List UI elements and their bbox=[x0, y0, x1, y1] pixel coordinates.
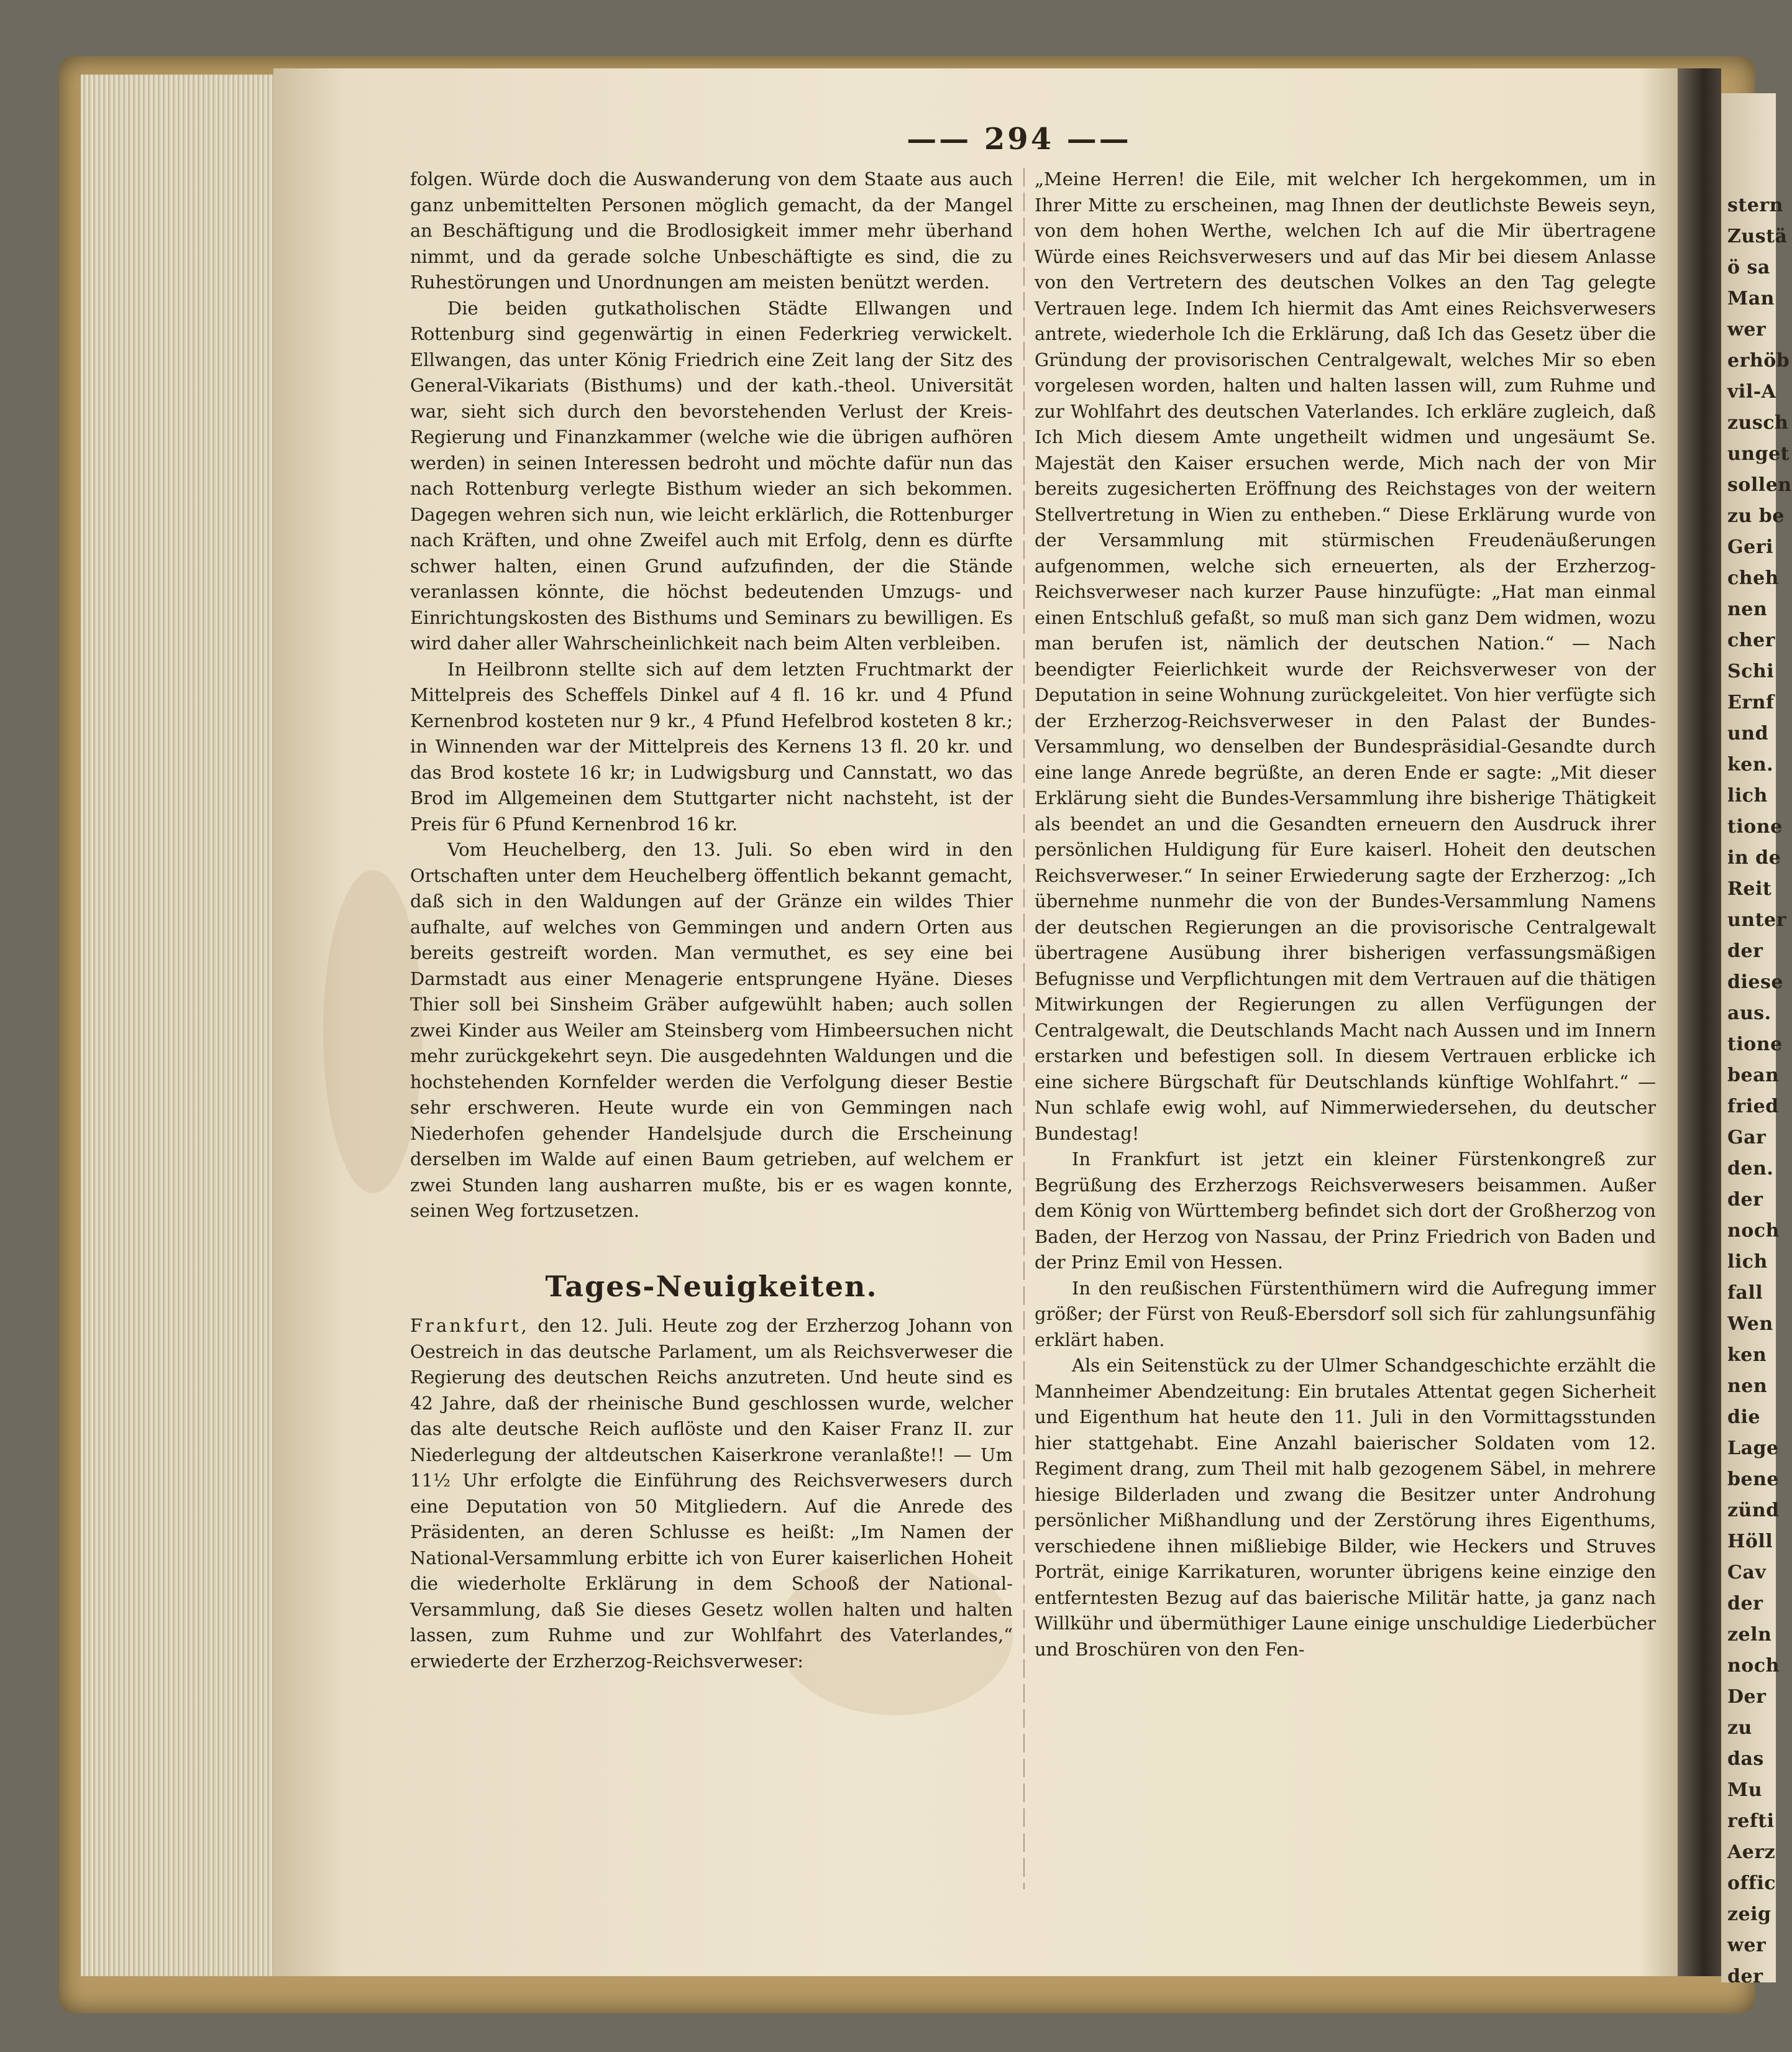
paper-stain bbox=[323, 870, 423, 1193]
next-page-text: das bbox=[1727, 1748, 1764, 1770]
next-page-text: sollen bbox=[1727, 474, 1792, 496]
right-column bbox=[1035, 167, 1656, 1900]
next-page-text: Der bbox=[1727, 1686, 1767, 1708]
next-page-text: unget bbox=[1727, 443, 1790, 465]
paragraph: In Frankfurt ist jetzt ein kleiner Fürstenkongreß zur Begrüßung des Erzherzogs Reichsverwesers beisammen. Außer dem König von Württemberg befindet sich dort der Großherzog von Baden, der Herzog von Nassau, der Prinz Friedrich von Baden und der Prinz Emil von Hessen. bbox=[1035, 1148, 1656, 1273]
next-page-text: tione bbox=[1727, 816, 1783, 838]
next-page-text: zusch bbox=[1727, 412, 1789, 434]
next-page-text: zeig bbox=[1727, 1903, 1771, 1925]
page-edges bbox=[81, 75, 281, 1976]
next-page-text: cher bbox=[1727, 630, 1775, 651]
next-page-text: Höll bbox=[1727, 1531, 1773, 1552]
next-page-text: den. bbox=[1727, 1158, 1774, 1179]
next-page-text: ken. bbox=[1727, 754, 1774, 776]
next-page-fragment bbox=[1721, 93, 1792, 1987]
next-page-text: ö sa bbox=[1727, 257, 1770, 278]
next-page-text: der bbox=[1727, 1189, 1763, 1211]
next-page-text: zeln bbox=[1727, 1624, 1772, 1646]
left-column bbox=[410, 167, 1013, 1900]
paragraph: Die beiden gutkatholischen Städte Ellwangen und Rottenburg sind gegenwärtig in einen Federkrieg verwickelt. Ellwangen, das unter König Friedrich eine Zeit lang der Sitz des General-Vikariats (Bisthums) und der kath.-theol. Universität war, sieht sich durch den bevorstehenden Verlust der Kreis-Regierung und Finanzkammer (welche wie die übrigen aufhören werden) in seinen Interessen bedroht und möchte dafür nun das nach Rottenburg verlegte Bisthum wieder an sich bekommen. Dagegen wehren sich nun, wie leicht erklärlich, die Rottenburger nach Kräften, und ohne Zweifel auch mit Erfolg, denn es dürfte schwer halten, einen Grund aufzufinden, der die Stände veranlassen könnte, die höchst bedeutenden Umzugs- und Einrichtungskosten des Bisthums und Seminars zu bewilligen. Es wird daher aller Wahrscheinlichkeit nach beim Alten verbleiben. bbox=[410, 297, 1013, 654]
next-page-text: Geri bbox=[1727, 536, 1773, 558]
next-page-text: wer bbox=[1727, 1935, 1767, 1956]
next-page-text: Wen bbox=[1727, 1313, 1773, 1335]
section-heading: Tages-Neuigkeiten. bbox=[545, 1269, 878, 1303]
next-page-text: Reit bbox=[1727, 878, 1772, 900]
next-page-text: nen bbox=[1727, 1375, 1768, 1397]
column-rule bbox=[1023, 168, 1025, 1889]
next-page-text: zu be bbox=[1727, 505, 1785, 527]
news-paragraph bbox=[410, 1313, 1013, 1674]
next-page-text: bean bbox=[1727, 1065, 1780, 1086]
book-gutter bbox=[1678, 68, 1721, 1976]
paragraph: „Meine Herren! die Eile, mit welcher Ich hergekommen, um in Ihrer Mitte zu erscheinen, mag Ihnen der deutlichste Beweis seyn, von dem hohen Werthe, welchen Ich auf die Mir übertragene Würde eines Reichsverwesers und auf das Mir bei diesem Anlasse von den Vertretern des deutschen Volkes an den Tag gelegte Vertrauen lege. Indem Ich hiermit das Amt eines Reichsverwesers antrete, wiederhole Ich die Erklärung, daß Ich das Gesetz über die Gründung der provisorischen Centralgewalt, welches Mir so eben vorgelesen worden, halten und halten lassen will, zum Ruhme und zur Wohlfahrt des deutschen Vaterlandes. Ich erkläre zugleich, daß Ich Mich diesem Amte ungetheilt widmen und ungesäumt Se. Majestät den Kaiser ersuchen werde, Mich nach der von Mir bereits zugesicherten Eröffnung des Reichstages von der weitern Stellvertretung in Wien zu entheben.“ Diese Erklärung wurde von der Versammlung mit stürmischen Freudenäußerungen aufgenommen, welche sich erneuerten, als der Erzherzog-Reichsverweser nach kurzer Pause hinzufügte: „Hat man einmal einen Entschluß gefaßt, so muß man sich ganz Dem widmen, wozu man berufen ist, nämlich der deutschen Nation.“ — Nach beendigter Feierlichkeit wurde der Reichsverweser von der Deputation in seine Wohnung zurückgeleitet. Von hier verfügte sich der Erzherzog-Reichsverweser in den Palast der Bundes-Versammlung, wo denselben der Bundespräsidial-Gesandte durch eine lange Anrede begrüßte, an deren Ende er sagte: „Mit dieser Erklärung sieht die Bundes-Versammlung ihre bisherige Thätigkeit als beendet an und die Gesandten erneuern den Ausdruck ihrer persönlichen Huldigung für Eure kaiserl. Hoheit den deutschen Reichsverweser.“ In seiner Erwiederung sagte der Erzherzog: „Ich übernehme nunmehr die von der Bundes-Versammlung Namens der deutschen Regierungen an die provisorische Centralgewalt übertragene Ausübung ihrer bisherigen verfassungsmäßigen Befugnisse und Verpflichtungen mit dem Vertrauen auf die thätigen Mitwirkungen der Regierungen zu allen Verfügungen der Centralgewalt, die Deutschlands Macht nach Aussen und im Innern erstarken und befestigen soll. In diesem Vertrauen erblicke ich eine sichere Bürgschaft für Deutschlands künftige Wohlfahrt.“ — Nun schlafe ewig wohl, auf Nimmerwiedersehen, du deutscher Bundestag! bbox=[1035, 168, 1656, 1144]
next-page-text: fall bbox=[1727, 1282, 1763, 1304]
paragraph: Als ein Seitenstück zu der Ulmer Schandgeschichte erzählt die Mannheimer Abendzeitung: Ein brutales Attentat gegen Sicherheit und Eigenthum hat heute den 11. Juli in den Vormittagsstunden hier stattgehabt. Eine Anzahl baierischer Soldaten vom 12. Regiment drang, zum Theil mit halb gezogenem Säbel, in mehrere hiesige Bilderladen und zwang die Besitzer unter Androhung persönlicher Mißhandlung und der Zerstörung ihres Eigenthums, verschiedene ihnen mißliebige Bilder, wie Heckers und Struves Porträt, einige Karrikaturen, worunter übrigens keine einzige den entferntesten Bezug auf das baierische Militär hatte, ja ganz nach Willkühr und übermüthiger Laune einige unschuldige Liederbücher und Broschüren von den Fen- bbox=[1035, 1355, 1656, 1660]
next-page-text: tione bbox=[1727, 1033, 1783, 1055]
next-page-text: vil-A bbox=[1727, 381, 1776, 403]
paragraph: Vom Heuchelberg, den 13. Juli. So eben wird in den Ortschaften unter dem Heuchelberg öffentlich bekannt gemacht, daß sich in den Waldungen auf der Gränze ein wildes Thier aufhalte, auf welches von Gemmingen und andern Orten aus bereits gestreift worden. Man vermuthet, es sey eine bei Darmstadt aus einer Menagerie entsprungene Hyäne. Dieses Thier soll bei Sinsheim Gräber aufgewühlt haben; auch sollen zwei Kinder aus Weiler am Steinsberg vom Himbeersuchen nicht mehr zurückgekehrt seyn. Die ausgedehnten Waldungen und die hochstehenden Kornfelder werden die Verfolgung dieser Bestie sehr erschweren. Heute wurde ein von Gemmingen nach Niederhofen gehender Handelsjude durch die Erscheinung derselben im Walde auf einen Baum getrieben, auf welchem er zwei Stunden lang ausharren mußte, bis er es wagen konnte, seinen Weg fortzusetzen. bbox=[410, 839, 1013, 1221]
next-page-text: ken bbox=[1727, 1344, 1767, 1366]
next-page-text: bene bbox=[1727, 1468, 1779, 1490]
dateline: Frankfurt, bbox=[410, 1315, 529, 1336]
next-page-text: stern bbox=[1727, 195, 1783, 216]
next-page-text: der bbox=[1727, 1593, 1763, 1615]
next-page-text: noch bbox=[1727, 1220, 1780, 1242]
news-text: den 12. Juli. Heute zog der Erzherzog Johann von Oestreich in das deutsche Parlament, um als Reichsverweser die Regierung des deutschen Reichs anzutreten. Und heute sind es 42 Jahre, daß der rheinische Bund geschlossen wurde, welcher das alte deutsche Reich auflöste und den Kaiser Franz II. zur Niederlegung der altdeutschen Kaiserkrone veranlaßte!! — Um 11½ Uhr erfolgte die Einführung des Reichsverwesers durch eine Deputation von 50 Mitgliedern. Auf die Anrede des Präsidenten, an deren Schlusse es heißt: „Im Namen der National-Versammlung erbitte ich von Eurer kaiserlichen Hoheit die wiederholte Erklärung in dem Schooß der National-Versammlung, daß Sie dieses Gesetz wollen halten und halten lassen, zum Ruhme und zur Wohlfahrt des Vaterlandes,“ erwiederte der Erzherzog-Reichsverweser: bbox=[410, 1315, 1013, 1672]
next-page-text: Ernf bbox=[1727, 692, 1775, 713]
next-page-text: zünd bbox=[1727, 1500, 1780, 1521]
next-page-text: noch bbox=[1727, 1655, 1780, 1677]
next-page-text: Cav bbox=[1727, 1562, 1767, 1583]
paragraph: In den reußischen Fürstenthümern wird die Aufregung immer größer; der Fürst von Reuß-Ebersdorf soll sich für zahlungsunfähig erklärt haben. bbox=[1035, 1277, 1656, 1350]
next-page-text: cheh bbox=[1727, 567, 1779, 589]
next-page-text: der bbox=[1727, 1966, 1763, 1987]
next-page-text: offic bbox=[1727, 1872, 1776, 1894]
next-page-text: unter bbox=[1727, 909, 1786, 931]
next-page-text: Mu bbox=[1727, 1779, 1763, 1801]
next-page-text: nen bbox=[1727, 598, 1768, 620]
paragraph: In Heilbronn stellte sich auf dem letzten Fruchtmarkt der Mittelpreis des Scheffels Dinkel auf 4 fl. 16 kr. und 4 Pfund Kernenbrod kosteten nur 9 kr., 4 Pfund Hefelbrod kosteten 8 kr.; in Winnenden war der Mittelpreis des Kernens 13 fl. 20 kr. und das Brod kostete 16 kr; in Ludwigsburg und Cannstatt, wo das Brod im Allgemeinen dem Stuttgarter nicht nachsteht, ist der Preis für 6 Pfund Kernenbrod 16 kr. bbox=[410, 658, 1013, 835]
next-page-text: Lage bbox=[1727, 1437, 1779, 1459]
next-page-text: lich bbox=[1727, 1251, 1768, 1273]
paragraph: folgen. Würde doch die Auswanderung von dem Staate aus auch ganz unbemittelten Personen möglich gemacht, da der Mangel an Beschäftigung und die Brodlosigkeit immer mehr überhand nimmt, und da gerade solche Unbeschäftigte es sind, die zu Ruhestörungen und Unordnungen am meisten benützt werden. bbox=[410, 168, 1013, 293]
next-page-text: erhöb bbox=[1727, 350, 1790, 372]
next-page-text: lich bbox=[1727, 785, 1768, 807]
next-page-text: fried bbox=[1727, 1096, 1779, 1117]
next-page-text: aus. bbox=[1727, 1002, 1771, 1024]
next-page-text: Zustä bbox=[1727, 226, 1788, 247]
next-page-text: und bbox=[1727, 723, 1769, 744]
page-number: —— 294 —— bbox=[907, 122, 1131, 157]
next-page-text: der bbox=[1727, 940, 1763, 962]
next-page-text: in de bbox=[1727, 847, 1781, 869]
next-page-text: Aerz bbox=[1727, 1841, 1776, 1863]
next-page-text: Gar bbox=[1727, 1127, 1767, 1148]
next-page-text: die bbox=[1727, 1406, 1760, 1428]
next-page-text: wer bbox=[1727, 319, 1767, 341]
next-page-text: zu bbox=[1727, 1717, 1752, 1739]
next-page-text: refti bbox=[1727, 1810, 1775, 1832]
next-page-text: Man bbox=[1727, 288, 1775, 309]
next-page-text: diese bbox=[1727, 971, 1783, 993]
next-page-text: Schi bbox=[1727, 661, 1775, 682]
